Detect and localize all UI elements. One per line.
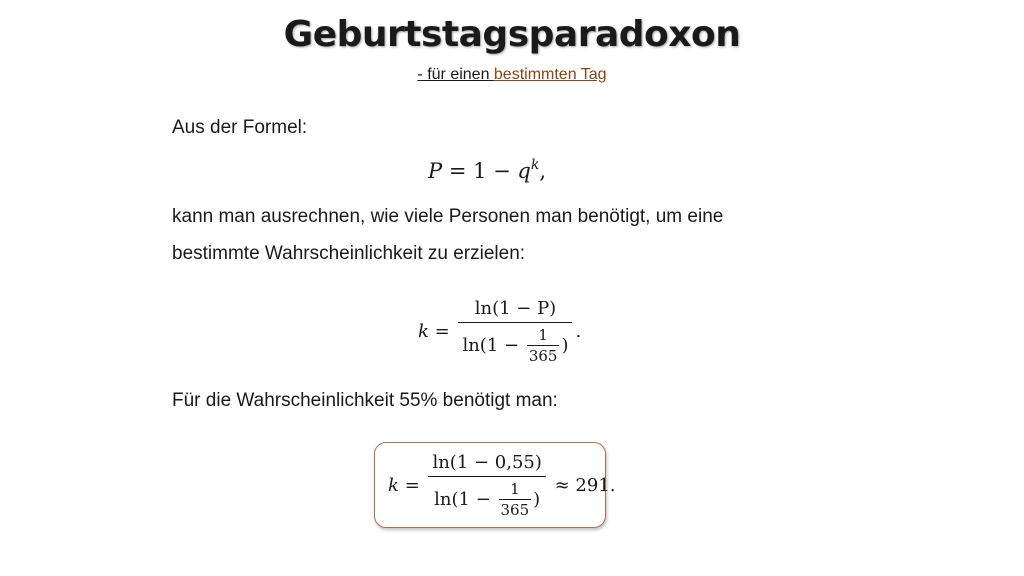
formula3-den-suffix: ) bbox=[533, 489, 541, 510]
formula1-lhs: P bbox=[428, 159, 443, 183]
formula3-fraction bbox=[428, 452, 545, 519]
formula2-tail: . bbox=[575, 321, 582, 342]
formula-k-general bbox=[418, 298, 581, 365]
formula2-numerator: ln(1 − P) bbox=[474, 298, 557, 319]
formula1-eq: = 1 − bbox=[442, 159, 518, 183]
formula2-denominator bbox=[458, 323, 572, 365]
subtitle-highlight: bestimmten Tag bbox=[493, 66, 607, 83]
formula2-den-prefix: ln(1 − bbox=[462, 335, 525, 356]
formula2-small-num: 1 bbox=[538, 326, 548, 344]
slide-subtitle bbox=[0, 66, 1024, 84]
formula3-eq: = bbox=[398, 475, 426, 496]
intro-text: Aus der Formel: bbox=[172, 117, 308, 138]
formula2-den-suffix: ) bbox=[561, 335, 569, 356]
subtitle-prefix: - für einen bbox=[417, 66, 494, 83]
formula1-base: q bbox=[517, 159, 531, 183]
formula3-small-den: 365 bbox=[500, 501, 530, 519]
formula2-lhs: k bbox=[418, 321, 429, 342]
formula3-lhs: k bbox=[388, 475, 399, 496]
formula3-numerator: ln(1 − 0,55) bbox=[432, 452, 542, 473]
formula3-small-num: 1 bbox=[510, 480, 520, 498]
formula2-small-den: 365 bbox=[528, 347, 558, 365]
example-text: Für die Wahrscheinlichkeit 55% benötigt man: bbox=[172, 390, 558, 411]
formula2-small-fraction bbox=[527, 326, 560, 365]
formula3-small-fraction bbox=[499, 480, 532, 519]
explanation-line-2: bestimmte Wahrscheinlichkeit zu erzielen: bbox=[172, 243, 526, 264]
formula1-exp: k bbox=[530, 157, 540, 173]
formula3-result: ≈ 291. bbox=[548, 475, 616, 496]
formula3-denominator bbox=[430, 477, 544, 519]
formula-probability bbox=[428, 157, 546, 183]
formula3-den-prefix: ln(1 − bbox=[434, 489, 497, 510]
formula2-fraction bbox=[458, 298, 572, 365]
slide-title: Geburtstagsparadoxon bbox=[283, 14, 741, 55]
formula-k-result bbox=[388, 452, 616, 519]
formula2-eq: = bbox=[428, 321, 456, 342]
explanation-line-1: kann man ausrechnen, wie viele Personen man benötigt, um eine bbox=[172, 206, 724, 227]
formula1-tail: , bbox=[539, 159, 547, 183]
